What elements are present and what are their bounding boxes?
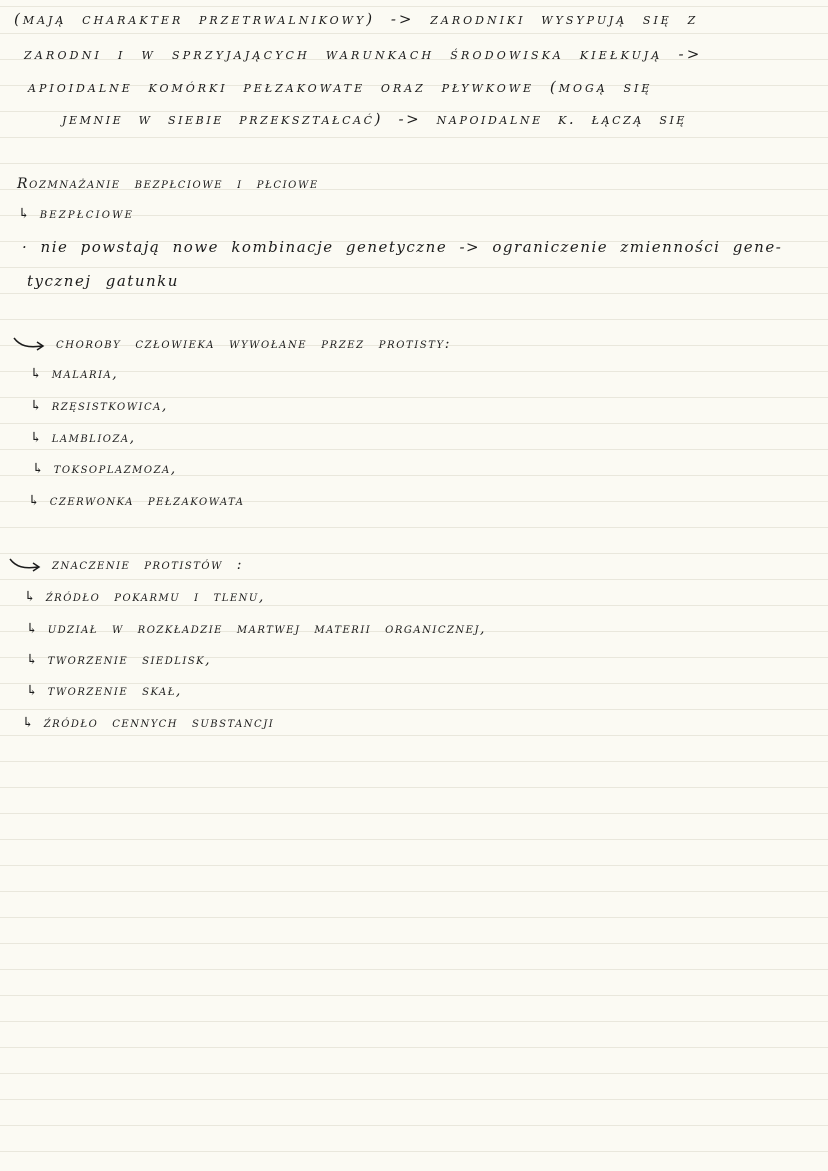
- list-item: [24, 589, 265, 605]
- list-item-text: lamblioza,: [51, 430, 136, 446]
- sub-arrow-icon: ↳: [30, 430, 42, 446]
- list-item: [26, 652, 211, 668]
- bullet-line-2: tycznej gatunku: [27, 272, 179, 290]
- paragraph-line-1: (mają charakter przetrwalnikowy) -> zarodniki wysypują się z: [14, 10, 699, 28]
- sub-arrow-icon: ↳: [18, 206, 30, 222]
- sub-arrow-icon: ↳: [28, 493, 40, 509]
- bullet-line-1: · nie powstają nowe kombinacje genetyczne -> ograniczenie zmienności gene-: [22, 238, 783, 256]
- sub-arrow-icon: ↳: [24, 589, 36, 605]
- sub-arrow-icon: ↳: [26, 683, 38, 699]
- sub-arrow-icon: ↳: [22, 715, 34, 731]
- curved-arrow-icon: [12, 336, 48, 352]
- list-item: [30, 398, 168, 414]
- subtitle-bezplciowe: bezpłciowe: [39, 206, 135, 222]
- section-title-rozmnazanie: Rozmnażanie bezpłciowe i płciowe: [17, 176, 319, 192]
- section-title-row-choroby: [12, 336, 451, 352]
- paragraph-line-2: zarodni i w sprzyjających warunkach środowiska kiełkują ->: [24, 45, 703, 63]
- list-item-text: czerwonka pełzakowata: [49, 493, 245, 509]
- list-item: [30, 430, 136, 446]
- paragraph-line-4: jemnie w siebie przekształcać) -> napoidalne k. łączą się: [62, 110, 688, 128]
- section-title-znaczenie: znaczenie protistów :: [52, 557, 244, 573]
- list-item: [26, 683, 182, 699]
- list-item: [26, 621, 486, 637]
- subtitle-row: [18, 206, 134, 222]
- list-item-text: rzęsistkowica,: [51, 398, 168, 414]
- sub-arrow-icon: ↳: [30, 398, 42, 414]
- list-item-text: udział w rozkładzie martwej materii organicznej,: [47, 621, 486, 637]
- paragraph-line-3: apioidalne komórki pełzakowate oraz pływkowe (mogą się: [28, 78, 653, 96]
- curved-arrow-icon: [8, 557, 44, 573]
- sub-arrow-icon: ↳: [30, 366, 42, 382]
- section-title-choroby: choroby człowieka wywołane przez protisty:: [56, 336, 452, 352]
- list-item-text: źródło cennych substancji: [43, 715, 275, 731]
- section-title-row-znaczenie: [8, 557, 243, 573]
- list-item-text: tworzenie skał,: [47, 683, 182, 699]
- list-item-text: źródło pokarmu i tlenu,: [45, 589, 265, 605]
- list-item: [22, 715, 274, 731]
- list-item: [28, 493, 245, 509]
- sub-arrow-icon: ↳: [32, 461, 44, 477]
- sub-arrow-icon: ↳: [26, 621, 38, 637]
- list-item: [30, 366, 118, 382]
- list-item-text: tworzenie siedlisk,: [47, 652, 212, 668]
- sub-arrow-icon: ↳: [26, 652, 38, 668]
- list-item-text: malaria,: [51, 366, 119, 382]
- list-item-text: toksoplazmoza,: [53, 461, 177, 477]
- list-item: [32, 461, 177, 477]
